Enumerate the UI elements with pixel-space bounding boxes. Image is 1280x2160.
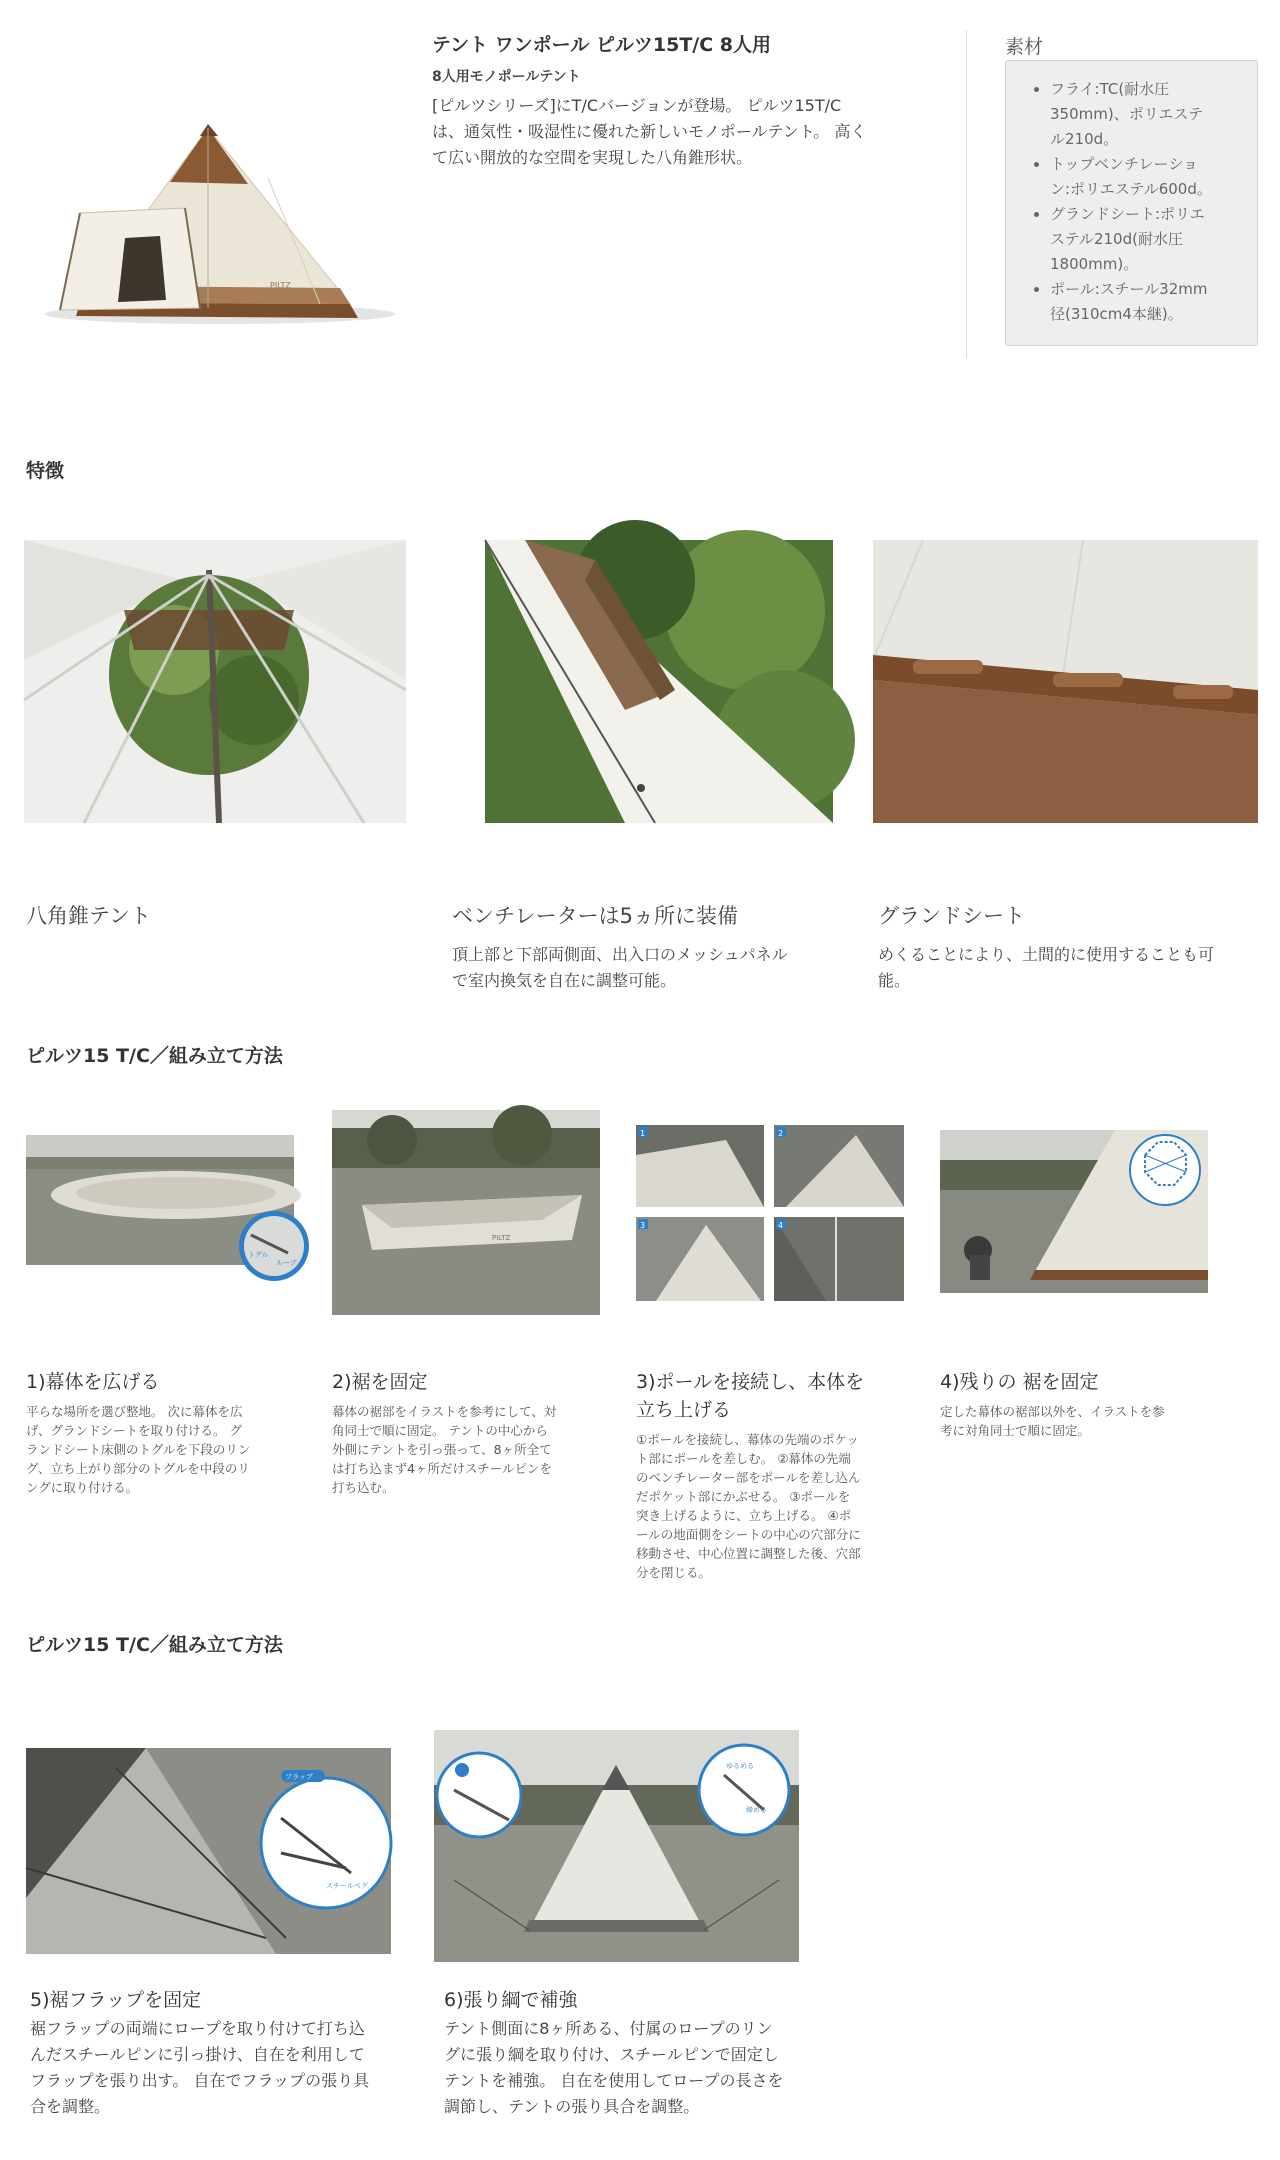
step-description: 平らな場所を選び整地。 次に幕体を広 げ、グランドシートを取り付ける。 グ ランドシート床側のトグルを下段のリン グ、立ち上がり部分のトグルを中段のリ ングに取り付ける。 (26, 1404, 251, 1495)
feature-photo-octagon (24, 540, 406, 823)
tent-illustration (20, 118, 395, 333)
material-item: • トップベンチレーショ ン:ポリエステル600d。 (1050, 152, 1247, 202)
divider (966, 30, 967, 358)
svg-text:PILTZ: PILTZ (270, 281, 291, 290)
feature-photo-groundsheet (873, 540, 1258, 823)
feature-description: 頂上部と下部両側面、出入口のメッシュパネル で室内換気を自在に調整可能。 (452, 945, 788, 990)
step-1 (26, 1368, 298, 1497)
step-3 (636, 1368, 908, 1582)
step-title: 4)残りの 裾を固定 (940, 1371, 1099, 1393)
step1-photo (26, 1135, 297, 1267)
svg-text:PILTZ: PILTZ (492, 1234, 511, 1242)
feature-title: 八角錐テント (26, 904, 151, 928)
badge-3: 3 (640, 1221, 646, 1230)
step-6 (444, 1985, 824, 2120)
step-title: 1)幕体を広げる (26, 1371, 160, 1393)
feature-title: グランドシート (878, 904, 1025, 928)
intro-line: [ピルツシリーズ]にT/Cバージョンが登場。 ピルツ15T/C (432, 96, 842, 115)
step6-photo (434, 1730, 799, 1962)
material-item: • グランドシート:ポリエ ステル210d(耐水圧 1800mm)。 (1050, 202, 1247, 277)
step-4 (940, 1368, 1212, 1440)
product-image (20, 118, 395, 333)
badge-4: 4 (778, 1221, 784, 1230)
loosen-label: ゆるめる (726, 1762, 754, 1770)
step-description: 定した幕体の裾部以外を、イラストを参 考に対角同士で順に固定。 (940, 1404, 1165, 1438)
step-title: 3)ポールを接続し、本体を 立ち上げる (636, 1371, 865, 1421)
loop-label: ループ (276, 1259, 297, 1267)
step-title: 5)裾フラップを固定 (30, 1989, 202, 2011)
intro-line: て広い開放的な空間を実現した八角錐形状。 (432, 148, 753, 167)
step3-photos (636, 1125, 904, 1301)
material-item: • フライ:TC(耐水圧 350mm)、ポリエステ ル210d。 (1050, 77, 1247, 152)
step-description: 幕体の裾部をイラストを参考にして、対 角同士で順に固定。 テントの中心から 外側にテントを引っ張って、8ヶ所全て は打ち込まず4ヶ所だけスチールピンを 打ち込む。 (332, 1404, 557, 1495)
badge-2: 2 (778, 1129, 784, 1138)
peg-label: スチールペグ (326, 1882, 368, 1890)
product-subtitle: 8人用モノポールテント (432, 69, 581, 85)
product-intro (432, 93, 932, 171)
step4-photo (940, 1130, 1208, 1293)
materials-heading: 素材 (1005, 36, 1044, 58)
badge-1: 1 (640, 1129, 646, 1138)
step-description: 裾フラップの両端にロープを取り付けて打ち込 んだスチールピンに引っ掛け、自在を利用して フラップを張り出す。 自在でフラップの張り具 合を調整。 (30, 2019, 370, 2116)
step-description: テント側面に8ヶ所ある、付属のロープのリン グに張り綱を取り付け、スチールピンで固定し テントを補強。 自在を使用してロープの長さを 調節し、テントの張り具合を調整。 (444, 2019, 784, 2116)
step-5 (30, 1985, 410, 2120)
feature-title: ベンチレーターは5ヵ所に装備 (452, 904, 738, 928)
step5-photo (26, 1748, 391, 1954)
assembly-heading: ピルツ15 T/C／組み立て方法 (26, 1634, 283, 1656)
features-heading: 特徴 (26, 460, 65, 482)
intro-line: は、通気性・吸湿性に優れた新しいモノポールテント。 高く (432, 122, 867, 141)
flap-label: フラップ (285, 1773, 313, 1781)
step-title: 2)裾を固定 (332, 1371, 428, 1393)
product-title: テント ワンポール ピルツ15T/C 8人用 (432, 34, 772, 56)
toggle-label: トグル (248, 1251, 269, 1259)
step-2 (332, 1368, 604, 1497)
material-item: • ポール:スチール32mm 径(310cm4本継)。 (1050, 277, 1247, 327)
tighten-label: 締める (746, 1806, 767, 1814)
step-title: 6)張り綱で補強 (444, 1989, 578, 2011)
feature-description: めくることにより、土間的に使用することも可 能。 (878, 945, 1215, 990)
step-description: ①ポールを接続し、幕体の先端のポケッ ト部にポールを差しむ。 ②幕体の先端 のベンチレーター部をポールを差し込ん だポケット部にかぶせる。 ③ポールを 突き上げるように、立ち上げる。 ④ポ ールの地面側をシートの中心の穴部分に 移動させ、中心位置に調整した後、穴部 分を閉じる。 (636, 1432, 861, 1580)
assembly-heading: ピルツ15 T/C／組み立て方法 (26, 1045, 283, 1067)
feature-photo-ventilator (485, 540, 833, 823)
materials-box (1005, 60, 1258, 346)
step2-photo (332, 1110, 600, 1315)
